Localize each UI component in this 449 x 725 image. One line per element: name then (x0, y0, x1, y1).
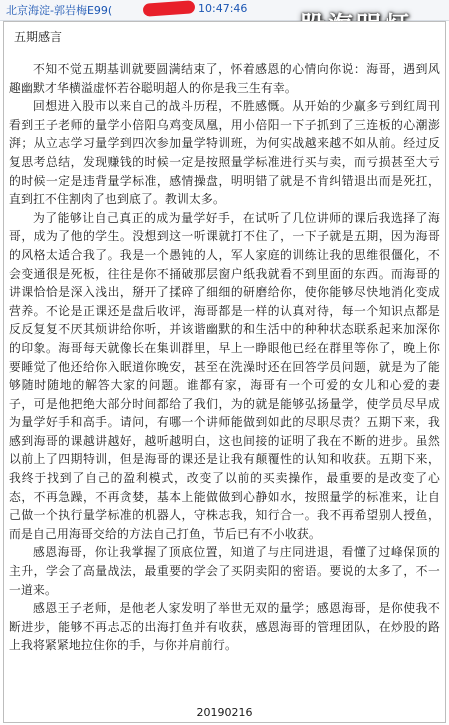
paragraph: 为了能够让自己真正的成为量学好手，在试听了几位讲师的课后我选择了海哥，成为了他的学生。没想到这一听课就打不住了，一下子就是五期，因为海哥的风格太适合我了。我是一个愚钝的人，军人家庭的训练让我的思维很僵化，不会变通很是死板，往往是你不捅破那层窗户纸我就看不到里面的东西。而海哥的讲课恰恰是深入浅出，掰开了揉碎了细细的研磨给你，使你能够尽快地消化变成营养。不论是正课还是盘后收评，海哥都是一样的认真对待，每一个知识点都是反反复复不厌其烦讲给你听，并该谐幽默的和生活中的种种状态联系起来加深你的印象。海哥每天就像长在集训群里，早上一睁眼他已经在群里等你了，晚上你要睡觉了他还给你入眠道你晚安，甚至在洗澡时还在回答学员问题，就是为了能够随时随地的解答大家的问题。谁都有家，海哥有一个可爱的女儿和心爱的妻子，可是他把绝大部分时间都给了我们，为的就是能够弘扬量学，使学员尽早成为量学好手和高手。请问，有哪一个讲师能做到如此的尽职尽责？五期下来，我感到海哥的课越讲越好，越听越明白，这也间接的证明了我在不断的进步。虽然以前上了四期特训，但是海哥的课还是让我有颠覆性的认知和收获。五期下来，我终于找到了自己的盈利模式，改变了以前的买卖操作，最重要的是改变了心态，不再急躁，不再贪婪，基本上能做做到心静如水，按照量学的标准来，让自己做一个执行量学标准的机器人，守株志我，知行合一。我不再希望别人授鱼，而是自己用海哥交给的方法自己打鱼，节后已有不小收获。 (9, 210, 440, 541)
message-header (0, 0, 449, 21)
redaction-mark (143, 0, 196, 17)
paragraph: 感恩海哥，你让我掌握了顶底位置，知道了与庄同进退，看懂了过峰保顶的主升，学会了高量战法，最重要的学会了买阴卖阳的密语。要说的太多了，不一一道来。 (9, 545, 440, 597)
document-title: 五期感言 (14, 30, 63, 44)
paragraph: 回想进入股市以来自己的战斗历程，不胜感慨。从开始的少赢多亏到红周刊看到王子老师的量学小倍阳乌鸡变凤凰，用小倍阳一下子抓到了三连板的心潮澎湃；从立志学习量学到四次参加量学特训班，为何实战越来越不如从前。经过反复思考总结，发现赚钱的时候一定是按照量学标准进行买与卖，而亏损甚至大亏的时候一定是违背量学标准，感情操盘，明明错了就是不肯纠错退出而是死扛，直到扛不住割肉了也到底了。教训太多。 (9, 99, 440, 207)
document-body (9, 60, 440, 655)
sender-name[interactable]: 北京海淀-郭岩梅E99( (6, 4, 113, 17)
document-page (3, 21, 446, 723)
message-time: 10:47:46 (198, 2, 248, 15)
document-date: 20190216 (196, 706, 253, 719)
paragraph: 不知不觉五期基训就要圆满结束了，怀着感恩的心情向你说：海哥，遇到风趣幽默才华横溢虚怀若谷聪明超人的你是我三生有幸。 (9, 62, 440, 95)
paragraph: 感恩王子老师，是他老人家发明了举世无双的量学；感恩海哥，是你使我不断进步，能够不再忐忑的出海打鱼并有收获，感恩海哥的管理团队，在炒股的路上我将紧紧地拉住你的手，与你并肩前行。 (9, 601, 440, 653)
